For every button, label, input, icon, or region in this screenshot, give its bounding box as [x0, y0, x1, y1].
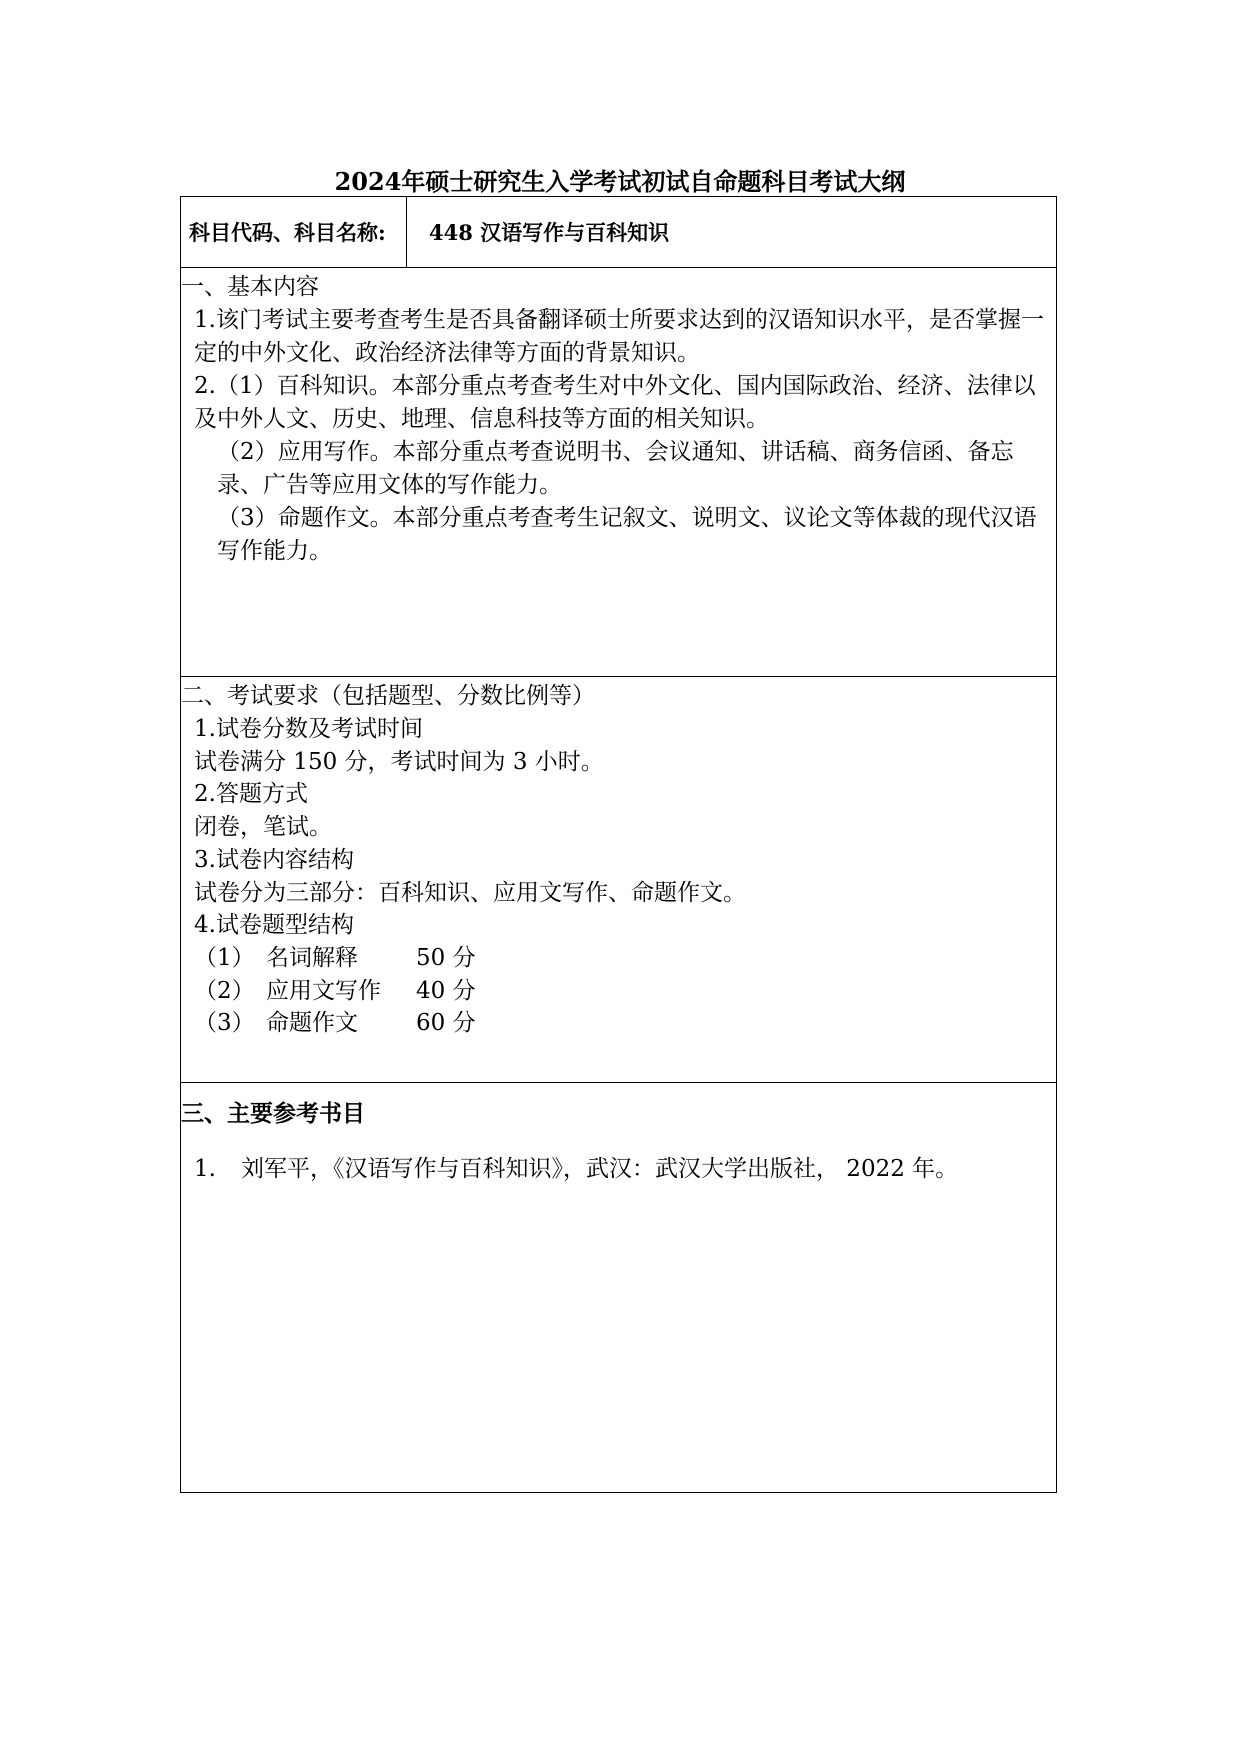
question-type-score: 60 分: [416, 1010, 476, 1037]
line: 闭卷，笔试。: [194, 814, 332, 841]
paragraph: 1.该门考试主要考查考生是否具备翻译硕士所要求达到的汉语知识水平，是否掌握一定的中外文化、政治经济法律等方面的背景知识。: [194, 307, 1044, 366]
line: 2.答题方式: [194, 781, 308, 808]
question-type-row: [194, 975, 1046, 1008]
question-type-name: 名词解释: [266, 944, 358, 971]
paragraph: （3）命题作文。本部分重点考查考生记叙文、说明文、议论文等体裁的现代汉语写作能力。: [217, 505, 1037, 564]
basic-content-body: [194, 304, 1046, 568]
question-type-name: 应用文写作: [266, 977, 381, 1004]
question-type-number: （3）: [194, 1010, 255, 1037]
subject-header-row: [181, 197, 1056, 268]
line: 试卷分为三部分：百科知识、应用文写作、命题作文。: [194, 879, 746, 906]
section-heading-basic-content: 一、基本内容: [181, 274, 319, 300]
section-references: [181, 1083, 1056, 1492]
line: 3.试卷内容结构: [194, 846, 354, 873]
section-heading-exam-requirements: 二、考试要求（包括题型、分数比例等）: [181, 683, 595, 709]
question-type-score: 40 分: [416, 977, 476, 1004]
question-type-number: （1）: [194, 944, 255, 971]
subject-label: 科目代码、科目名称:: [181, 197, 407, 267]
question-type-score: 50 分: [416, 944, 476, 971]
syllabus-table: [180, 196, 1057, 1493]
paragraph: （2）应用写作。本部分重点考查说明书、会议通知、讲话稿、商务信函、备忘录、广告等应用文体的写作能力。: [217, 439, 1014, 498]
question-type-row: [194, 942, 1046, 975]
question-type-row: [194, 1007, 1046, 1040]
question-type-name: 命题作文: [266, 1010, 358, 1037]
question-type-number: （2）: [194, 977, 255, 1004]
references-body: [194, 1153, 1046, 1186]
subject-value: 448 汉语写作与百科知识: [429, 220, 670, 245]
section-heading-references: 三、主要参考书目: [181, 1100, 365, 1127]
line: 1.试卷分数及考试时间: [194, 716, 423, 742]
exam-requirements-body: [194, 713, 1046, 1040]
paragraph: 2.（1）百科知识。本部分重点考查考生对中外文化、国内国际政治、经济、法律以及中外人文、历史、地理、信息科技等方面的相关知识。: [194, 373, 1036, 432]
reference-item: [194, 1153, 1046, 1186]
line: 4.试卷题型结构: [194, 912, 354, 939]
document-title: 2024年硕士研究生入学考试初试自命题科目考试大纲: [334, 167, 906, 196]
reference-number: 1.: [194, 1156, 216, 1182]
reference-text: 刘军平，《汉语写作与百科知识》，武汉：武汉大学出版社， 2022 年。: [241, 1156, 959, 1182]
section-exam-requirements: [181, 677, 1056, 1083]
line: 试卷满分 150 分，考试时间为 3 小时。: [194, 748, 604, 775]
section-basic-content: [181, 268, 1056, 677]
